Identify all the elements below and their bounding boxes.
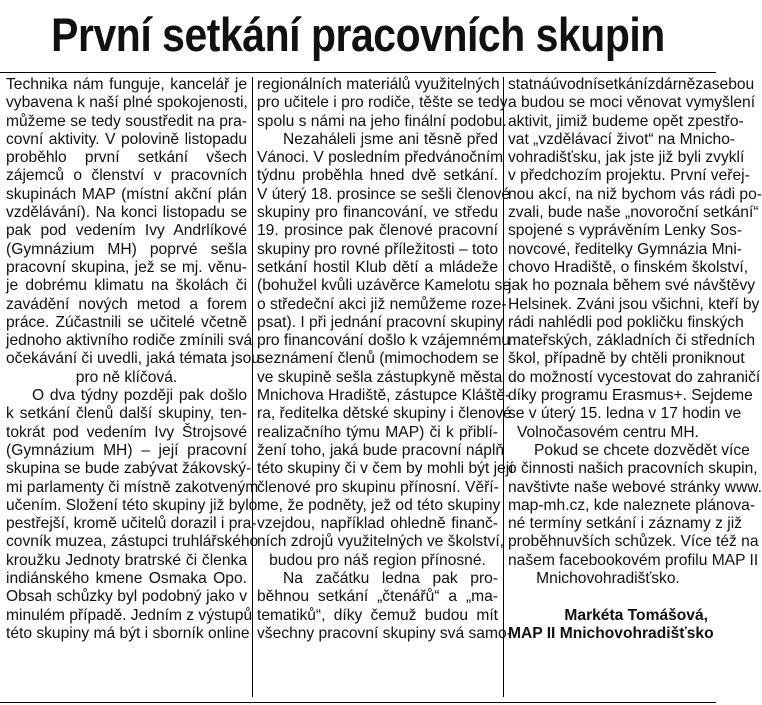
text-line: (Gymnázium MH) – její pracovní bbox=[6, 441, 247, 459]
text-line: ních zdrojů využitelných ve školství, bbox=[257, 533, 505, 551]
text-line: rádi nahlédli pod pokličku finských bbox=[508, 313, 744, 331]
text-line: né termíny setkání i záznamy z již bbox=[508, 515, 742, 533]
text-line: proběhnuvších schůzek. Více též na bbox=[508, 533, 759, 551]
column-2 bbox=[257, 76, 514, 643]
text-line: Mnichovohradišťsko. bbox=[536, 570, 680, 588]
text-line: nou akcí, na niž bychom vás rádi po- bbox=[508, 185, 762, 203]
text-line: je dobrému klimatu na školách či bbox=[6, 277, 247, 295]
text-line: pro ně klíčová. bbox=[75, 368, 178, 386]
text-line: této skupiny má být i sborník online bbox=[6, 624, 250, 642]
text-line: zavádění nových metod a forem bbox=[6, 295, 247, 313]
text-line: žení toho, jaká bude pracovní náplň bbox=[257, 441, 505, 459]
text-line: běhnou setkání „čtenářů“ a „ma- bbox=[257, 588, 498, 606]
text-line: Vánoci. V posledním předvánočním bbox=[257, 149, 504, 167]
byline-line: Markéta Tomášová, bbox=[564, 606, 708, 624]
text-line: Helsinek. Zváni jsou všichni, kteří by bbox=[508, 295, 760, 313]
text-line: k setkání členů další skupiny, ten- bbox=[6, 405, 247, 423]
text-line: týdnu proběhla hned dvě setkání. bbox=[257, 167, 498, 185]
text-line: regionálních materiálů využitelných bbox=[257, 76, 500, 93]
text-line: učením. Složení této skupiny již bylo bbox=[6, 496, 258, 514]
text-line: novcové, ředitelky Gymnázia Mni- bbox=[508, 240, 742, 258]
text-line: aktivit, jimiž budeme opět zpestřo- bbox=[508, 112, 744, 130]
text-line: Technika nám funguje, kancelář je bbox=[6, 76, 247, 93]
text-line: v předchozím projektu. První veřej- bbox=[508, 167, 750, 185]
text-line: ra, ředitelka dětské skupiny i členové bbox=[257, 405, 512, 423]
text-line: proběhlo první setkání všech bbox=[6, 149, 247, 167]
text-line: vohradišťsku, jak jste již byli zvyklí bbox=[508, 149, 745, 167]
text-line: spojené s vyprávěním Lenky Sos- bbox=[508, 222, 743, 240]
text-line: indiánského kmene Osmaka Opo. bbox=[6, 570, 247, 588]
text-line: skupiny pro rovné příležitosti – toto bbox=[257, 240, 498, 258]
text-line: skupina se bude zabývat žákovský- bbox=[6, 460, 252, 478]
text-line: skupinách MAP (místní akční plán bbox=[6, 185, 247, 203]
text-line: spolu s námi na jeho finální podobu. bbox=[257, 112, 507, 130]
text-line: jednoho aktivního rodiče zmínili svá bbox=[6, 332, 253, 350]
text-line: o středeční akci již nemůžeme roze- bbox=[257, 295, 507, 313]
column-divider-2 bbox=[503, 77, 504, 697]
bottom-rule bbox=[0, 702, 716, 703]
column-3 bbox=[508, 76, 762, 643]
text-line: škol, případně by chtěli proniknout bbox=[508, 350, 745, 368]
text-line: (Gymnázium MH) poprvé sešla bbox=[6, 240, 247, 258]
text-line: vat „vzdělávací život“ na Mnicho- bbox=[508, 130, 736, 148]
text-line: Nezaháleli jsme ani těsně před bbox=[283, 130, 498, 148]
text-line: očekávání či uvedli, jaká témata jsou bbox=[6, 350, 260, 368]
column-1 bbox=[6, 76, 260, 643]
text-line: se v úterý 15. ledna v 17 hodin ve bbox=[508, 405, 742, 423]
text-line: zájemců o členství v pracovních bbox=[6, 167, 247, 185]
text-line: pracovní skupina, jež se mj. věnu- bbox=[6, 258, 247, 276]
column-divider-1 bbox=[252, 77, 253, 697]
text-line: navštivte naše webové stránky www. bbox=[508, 478, 762, 496]
text-line: Pokud se chcete dozvědět více bbox=[534, 441, 750, 459]
text-line: mateřských, základních či středních bbox=[508, 332, 756, 350]
text-line: pak pod vedením Ivy Andrlíkové bbox=[6, 222, 247, 240]
text-line: tokrát pod vedením Ivy Štrojsové bbox=[6, 423, 247, 441]
text-line: (bohužel kvůli uzávěrce Kamelotu se bbox=[257, 277, 511, 295]
text-line: V úterý 18. prosince se sešli členové bbox=[257, 185, 511, 203]
text-line: map-mh.cz, kde naleznete plánova- bbox=[508, 496, 756, 514]
text-line: Mnichova Hradiště, zástupce Kláště- bbox=[257, 387, 511, 405]
text-line: Volnočasovém centru MH. bbox=[516, 423, 699, 441]
text-line: me, že podněty, jež od této skupiny bbox=[257, 496, 501, 514]
byline-line: MAP II Mnichovohradišťsko bbox=[508, 624, 714, 642]
text-line: pro financování došlo k vzájemnému bbox=[257, 332, 511, 350]
top-rule bbox=[0, 72, 716, 73]
text-line: ve skupině sešla zástupkyně města bbox=[257, 368, 503, 386]
text-line: mi parlamenty či místně zakotveným bbox=[6, 478, 259, 496]
text-line: psat). I při jednání pracovní skupiny bbox=[257, 313, 504, 331]
text-line: tematiků“, díky čemuž budou mít bbox=[257, 606, 498, 624]
text-line: členové pro skupinu přínosní. Věří- bbox=[257, 478, 499, 496]
text-line: práce. Zúčastnili se učitelé včetně bbox=[6, 313, 247, 331]
text-line: chovo Hradiště, o finském školství, bbox=[508, 258, 749, 276]
text-line: covní aktivity. V polovině listopadu bbox=[6, 130, 247, 148]
text-line: zvali, bude naše „novoroční setkání“ bbox=[508, 204, 759, 222]
text-line: Obsah schůzky byl podobný jako v bbox=[6, 588, 247, 606]
text-line: pestřejší, kromě učitelů dorazil i pra- bbox=[6, 515, 257, 533]
text-line: 19. prosince pak členové pracovní bbox=[257, 222, 498, 240]
text-line: seznámení členů (mimochodem se bbox=[257, 350, 499, 368]
text-line: setkání hostil Klub dětí a mládeže bbox=[257, 258, 498, 276]
text-line: našem facebookovém profilu MAP II bbox=[508, 551, 759, 569]
text-line: jak ho poznala během své návštěvy bbox=[508, 277, 756, 295]
text-line: kroužku Jednoty bratrské či členka bbox=[6, 551, 247, 569]
text-line: minulém případě. Jedním z výstupů bbox=[6, 606, 253, 624]
text-line: O dva týdny později pak došlo bbox=[32, 387, 247, 405]
text-line: vzdělávání). Na konci listopadu se bbox=[6, 204, 247, 222]
text-line: statnáúvodnísetkánízdárnězasebou bbox=[508, 76, 755, 93]
text-line: do možností vycestovat do zahraničí bbox=[508, 368, 761, 386]
text-line: Na začátku ledna pak pro- bbox=[283, 570, 498, 588]
text-line: vybavena k naší plné spokojenosti, bbox=[6, 94, 248, 112]
text-line: covník muzea, zástupci truhlářského bbox=[6, 533, 259, 551]
text-line: můžeme se tedy soustředit na pra- bbox=[6, 112, 247, 130]
text-line: vzejdou, například ohledně finanč- bbox=[257, 515, 498, 533]
article-title: První setkání pracovních skupin bbox=[51, 8, 665, 61]
text-line: budou pro náš region přínosné. bbox=[269, 551, 486, 569]
text-line: této skupiny či v čem by mohli být její bbox=[257, 460, 514, 478]
text-line: skupiny pro financování, ve středu bbox=[257, 204, 498, 222]
text-line: o činnosti našich pracovních skupin, bbox=[508, 460, 758, 478]
text-line: všechny pracovní skupiny svá samo- bbox=[257, 624, 512, 642]
text-line bbox=[508, 588, 708, 606]
text-line: a budou se moci věnovat vymyšlení bbox=[508, 94, 756, 112]
text-line: díky programu Erasmus+. Sejdeme bbox=[508, 387, 753, 405]
text-line: pro učitele i pro rodiče, těšte se tedy bbox=[257, 94, 508, 112]
text-line: realizačního týmu MAP) či k přiblí- bbox=[257, 423, 498, 441]
